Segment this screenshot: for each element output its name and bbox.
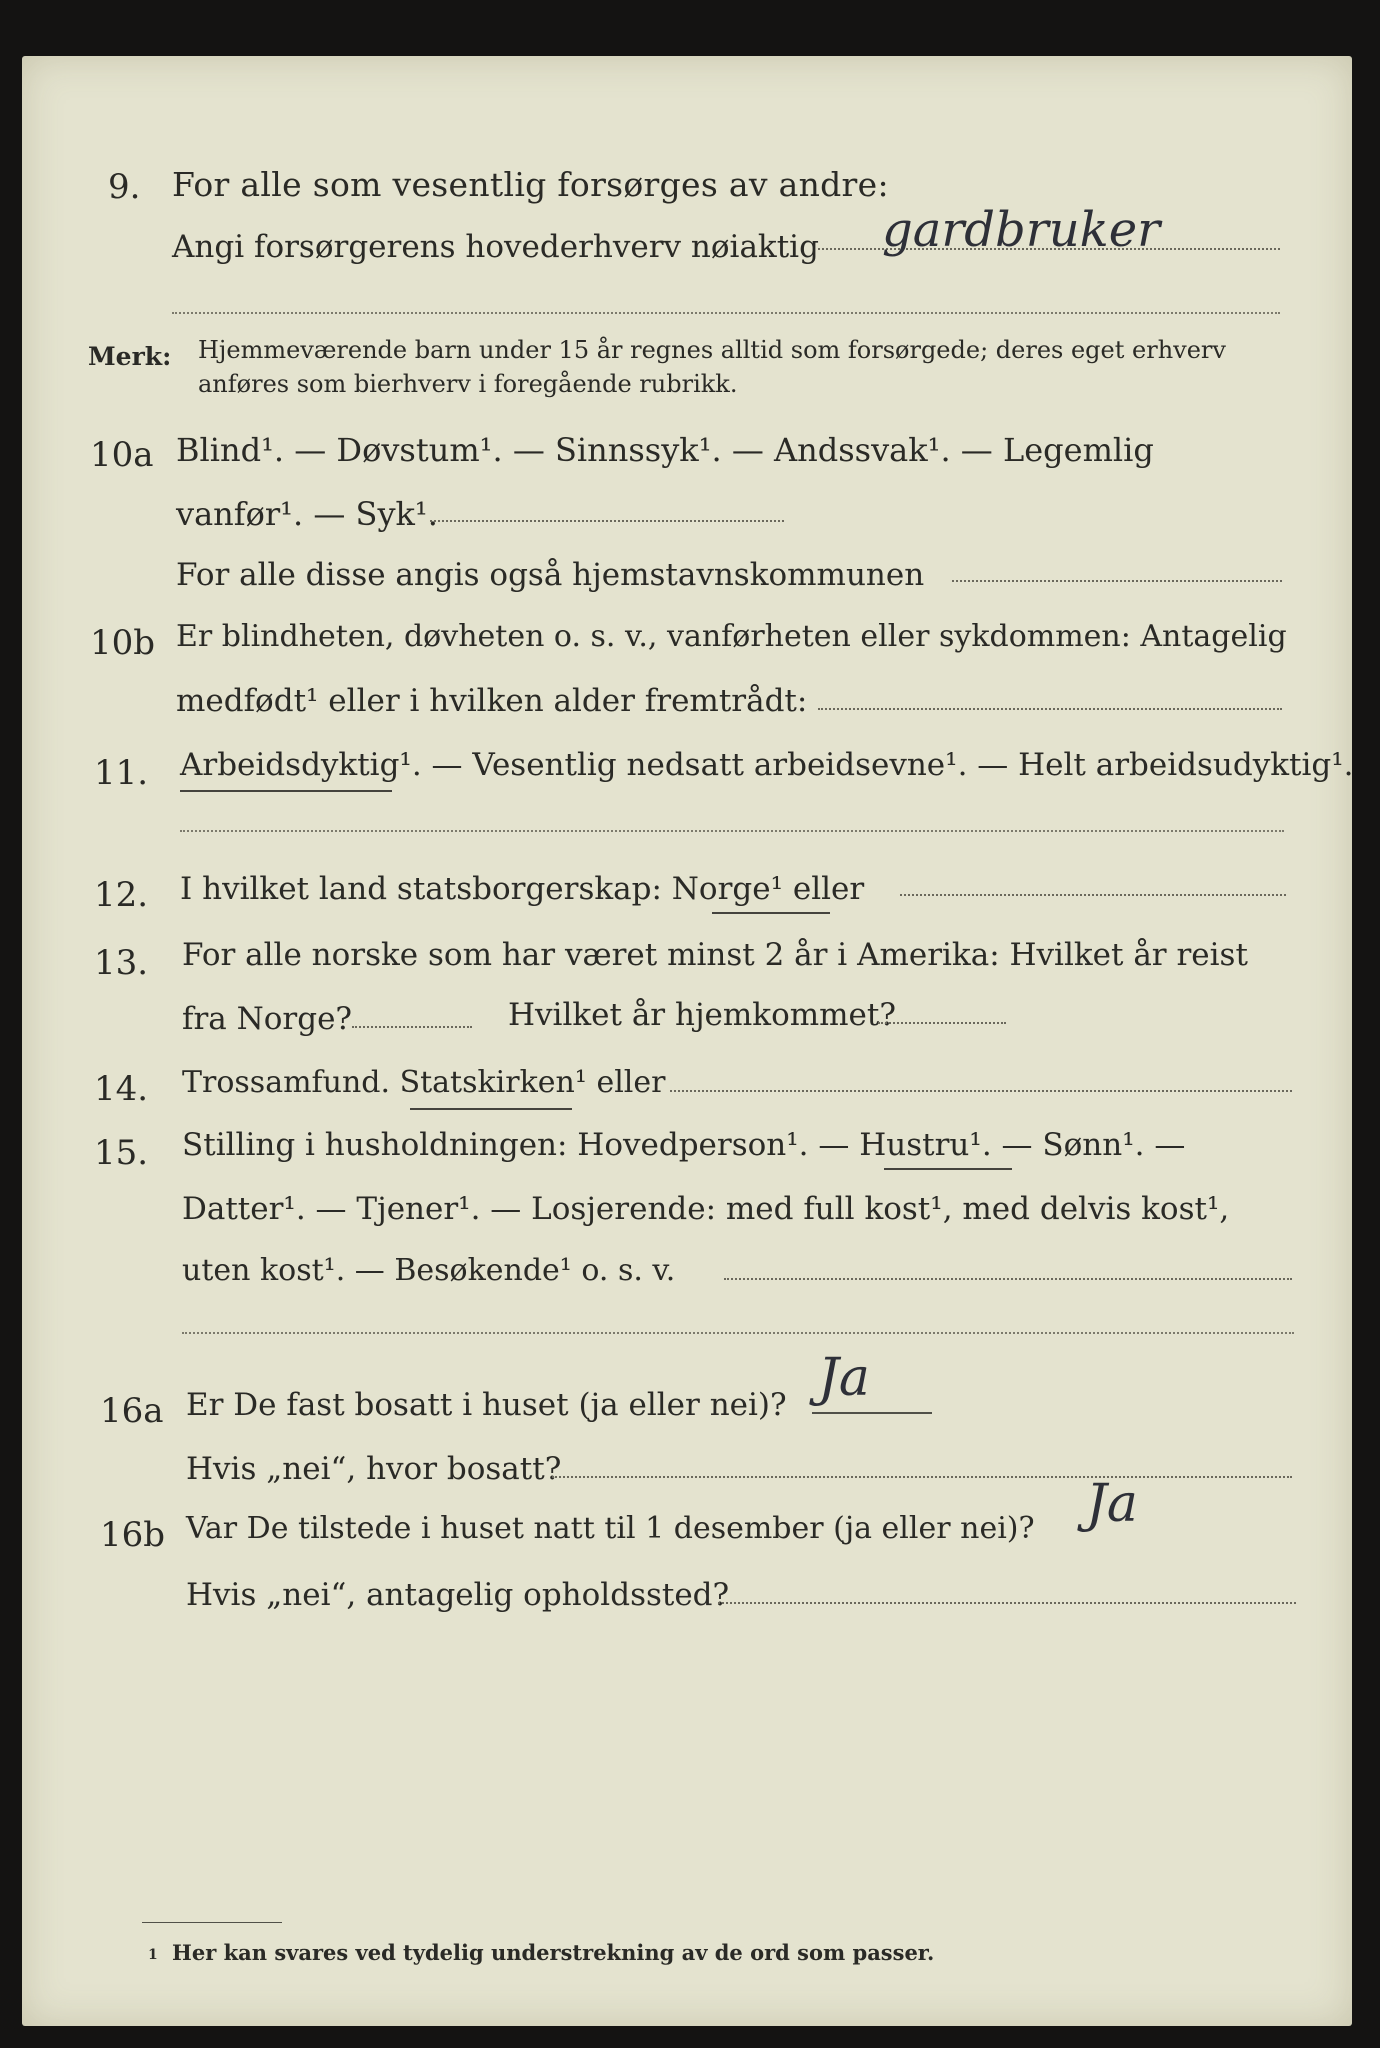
q14-text bbox=[182, 1065, 666, 1100]
q10a-answer-line bbox=[430, 520, 784, 522]
q16a-line1: Er De fast bosatt i huset (ja eller nei)? bbox=[186, 1387, 787, 1423]
merk-line1: Hjemmeværende barn under 15 år regnes alltid som forsørgede; deres eget erhverv bbox=[198, 336, 1226, 364]
footnote-mark: 1 bbox=[148, 1947, 158, 1963]
q15-line3: uten kost¹. — Besøkende¹ o. s. v. bbox=[182, 1253, 676, 1288]
q10a-line2: vanfør¹. — Syk¹. bbox=[176, 495, 438, 533]
q9-separator-rule bbox=[172, 312, 1280, 314]
q9-line2: Angi forsørgerens hovederhverv nøiaktig bbox=[172, 229, 819, 265]
q16a-line2: Hvis „nei“, hvor bosatt? bbox=[186, 1451, 562, 1487]
q11-option-arbeidsdyktig: Arbeidsdyktig¹. bbox=[180, 747, 422, 783]
q16b-whereabouts-line bbox=[718, 1602, 1296, 1604]
q13-return-year-line bbox=[878, 1022, 1006, 1024]
merk-label: Merk: bbox=[88, 342, 172, 371]
q15-number: 15. bbox=[94, 1133, 149, 1173]
q9-handwritten-answer: gardbruker bbox=[882, 202, 1161, 258]
q12-number: 12. bbox=[94, 875, 149, 915]
q10a-municipality-line bbox=[952, 580, 1282, 582]
q15-line1 bbox=[182, 1127, 1186, 1163]
q10a-line1: Blind¹. — Døvstum¹. — Sinnssyk¹. — Andssvak¹. — Legemlig bbox=[176, 431, 1154, 469]
q10a-number: 10a bbox=[90, 435, 154, 475]
q12-underline-norge bbox=[712, 912, 830, 914]
q9-number: 9. bbox=[108, 167, 141, 207]
q13-number: 13. bbox=[94, 943, 149, 983]
q11-text bbox=[180, 747, 1354, 783]
q12-eller: eller bbox=[783, 871, 865, 907]
q13-line2a: fra Norge? bbox=[182, 1001, 353, 1037]
q15-option-hustru: Hustru¹. bbox=[859, 1127, 992, 1163]
q12-option-norge: Norge¹ bbox=[671, 871, 784, 907]
q15-underline-hustru bbox=[884, 1168, 1012, 1170]
q11-other-options: — Vesentlig nedsatt arbeidsevne¹. — Helt arbeidsudyktig¹. bbox=[421, 747, 1354, 783]
q15-line2: Datter¹. — Tjener¹. — Losjerende: med full kost¹, med delvis kost¹, bbox=[182, 1191, 1230, 1227]
q16a-answer-line bbox=[812, 1412, 932, 1414]
q12-text bbox=[180, 871, 865, 907]
q16a-handwritten-answer: Ja bbox=[818, 1348, 870, 1408]
q15-answer-line bbox=[724, 1278, 1292, 1280]
census-form-page bbox=[22, 56, 1352, 2026]
q14-underline-statskirken bbox=[410, 1108, 572, 1110]
q9-line1: For alle som vesentlig forsørges av andre: bbox=[172, 165, 889, 204]
q10b-line2: medfødt¹ eller i hvilken alder fremtrådt: bbox=[176, 683, 808, 719]
q15-line1-start: Stilling i husholdningen: Hovedperson¹. — bbox=[182, 1127, 860, 1163]
q11-underline-arbeidsdyktig bbox=[180, 790, 392, 792]
q14-answer-line bbox=[670, 1090, 1292, 1092]
q14-eller: eller bbox=[586, 1065, 666, 1100]
q13-departure-year-line bbox=[352, 1026, 472, 1028]
q14-option-statskirken: Statskirken¹ bbox=[399, 1065, 587, 1100]
q16a-residence-line bbox=[552, 1476, 1292, 1478]
q16b-line1: Var De tilstede i huset natt til 1 desember (ja eller nei)? bbox=[186, 1511, 1035, 1546]
q12-question: I hvilket land statsborgerskap: bbox=[180, 871, 672, 907]
q11-number: 11. bbox=[94, 753, 149, 793]
footnote-text: Her kan svares ved tydelig understrekning av de ord som passer. bbox=[172, 1940, 935, 1965]
footnote-rule bbox=[142, 1922, 282, 1923]
q12-answer-line bbox=[900, 894, 1286, 896]
q13-line2b: Hvilket år hjemkommet? bbox=[508, 997, 896, 1033]
q11-separator-rule bbox=[180, 830, 1284, 832]
q10b-number: 10b bbox=[90, 623, 156, 663]
q14-number: 14. bbox=[94, 1069, 149, 1109]
q16b-number: 16b bbox=[100, 1515, 166, 1555]
q14-question: Trossamfund. bbox=[182, 1065, 400, 1100]
q10b-line1: Er blindheten, døvheten o. s. v., vanførheten eller sykdommen: Antagelig bbox=[176, 619, 1287, 654]
q10a-line3: For alle disse angis også hjemstavnskommunen bbox=[176, 557, 925, 593]
q16a-number: 16a bbox=[100, 1391, 164, 1431]
q16b-line2: Hvis „nei“, antagelig opholdssted? bbox=[186, 1577, 730, 1613]
q10b-answer-line bbox=[818, 708, 1282, 710]
q15-line1-end: — Sønn¹. — bbox=[991, 1127, 1186, 1163]
merk-line2: anføres som bierhverv i foregående rubrikk. bbox=[198, 370, 738, 398]
q16b-handwritten-answer: Ja bbox=[1086, 1474, 1138, 1534]
q15-separator-rule bbox=[182, 1332, 1294, 1334]
q13-line1: For alle norske som har været minst 2 år i Amerika: Hvilket år reist bbox=[182, 937, 1248, 973]
